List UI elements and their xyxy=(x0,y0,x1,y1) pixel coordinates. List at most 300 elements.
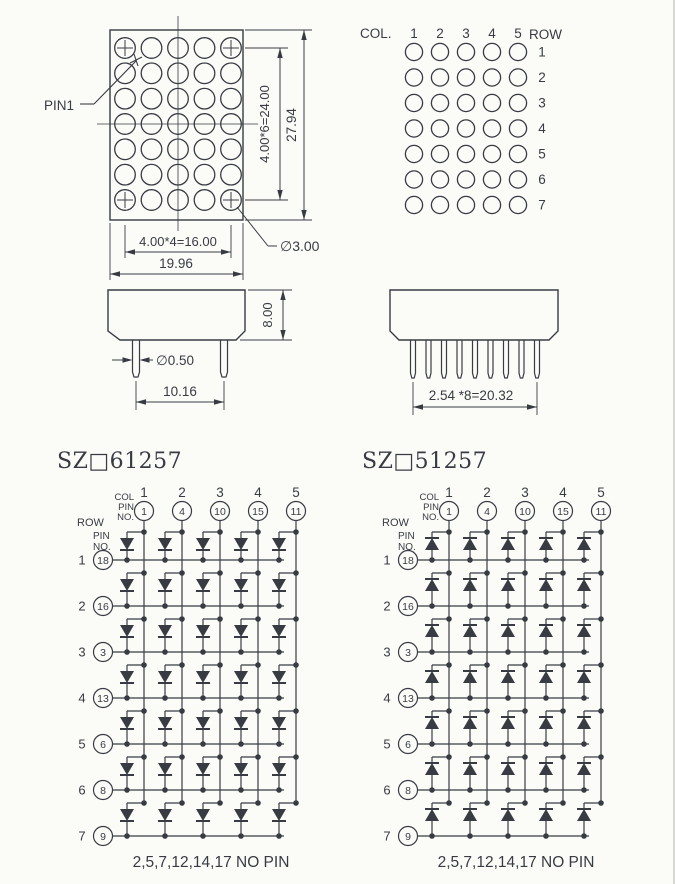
dot-position xyxy=(509,43,526,60)
col-label: COL. xyxy=(360,26,392,41)
dot-position xyxy=(405,145,422,162)
junction-dot xyxy=(522,616,528,622)
junction-dot xyxy=(505,695,511,701)
junction-dot xyxy=(238,833,244,839)
led-dot xyxy=(194,38,215,59)
diode-up xyxy=(463,809,477,821)
junction-dot xyxy=(484,570,490,576)
dot-position xyxy=(509,120,526,137)
col-pin-number: 15 xyxy=(557,506,569,518)
junction-dot xyxy=(293,662,299,668)
junction-dot xyxy=(200,833,206,839)
diode-up xyxy=(539,579,553,591)
junction-dot xyxy=(543,695,549,701)
col-number: 5 xyxy=(597,485,605,500)
led-dot xyxy=(141,88,162,109)
junction-dot xyxy=(179,708,185,714)
diode-up xyxy=(425,671,439,683)
junction-dot xyxy=(484,754,490,760)
junction-dot xyxy=(255,662,261,668)
pin-lead xyxy=(535,340,540,378)
led-dot xyxy=(115,88,136,109)
junction-dot xyxy=(581,649,587,655)
col-number: 3 xyxy=(462,26,470,41)
col-pin-number: 15 xyxy=(252,506,264,518)
junction-dot xyxy=(141,754,147,760)
junction-dot xyxy=(484,616,490,622)
diode-up xyxy=(501,809,515,821)
led-dot xyxy=(141,139,162,160)
dot-position xyxy=(457,94,474,111)
side-view-drawing xyxy=(108,290,292,410)
led-dot xyxy=(141,63,162,84)
dim-horizontal-outer: 19.96 xyxy=(159,256,193,271)
row-number: 6 xyxy=(383,782,391,798)
row-number: 2 xyxy=(78,598,86,614)
dot-position xyxy=(509,69,526,86)
junction-dot xyxy=(522,754,528,760)
junction-dot xyxy=(124,603,130,609)
junction-dot xyxy=(217,570,223,576)
diode-down xyxy=(234,538,248,550)
led-dot xyxy=(115,164,136,185)
col-pin-number: 10 xyxy=(214,506,226,518)
dim-height: 8.00 xyxy=(260,302,275,328)
junction-dot xyxy=(543,741,549,747)
pin-lead xyxy=(442,340,447,378)
row-number: 5 xyxy=(538,146,546,162)
junction-dot xyxy=(238,695,244,701)
dot-position xyxy=(483,69,500,86)
dot-position xyxy=(431,43,448,60)
dot-diameter-leader xyxy=(237,207,268,246)
dot-position xyxy=(509,145,526,162)
dot-position xyxy=(431,120,448,137)
diode-up xyxy=(577,717,591,729)
diode-down xyxy=(120,809,134,821)
junction-dot xyxy=(276,695,282,701)
junction-dot xyxy=(446,529,452,535)
diode-down xyxy=(120,579,134,591)
col-number: 1 xyxy=(445,485,453,500)
pin-lead xyxy=(488,340,493,378)
junction-dot xyxy=(293,570,299,576)
junction-dot xyxy=(141,800,147,806)
dim-arrow xyxy=(110,271,120,276)
junction-dot xyxy=(124,557,130,563)
junction-dot xyxy=(581,833,587,839)
junction-dot xyxy=(238,649,244,655)
led-dot xyxy=(221,164,242,185)
diode-down xyxy=(158,763,172,775)
dim-arrow xyxy=(280,290,285,300)
row-number: 5 xyxy=(78,736,86,752)
junction-dot xyxy=(598,800,604,806)
col-number: 3 xyxy=(216,485,224,500)
col-pin-number: 11 xyxy=(290,506,302,518)
junction-dot xyxy=(560,800,566,806)
junction-dot xyxy=(179,570,185,576)
col-number: 1 xyxy=(140,485,148,500)
row-pin-header: NO. xyxy=(93,542,111,553)
diode-up xyxy=(501,625,515,637)
dim-arrow xyxy=(301,210,306,220)
dim-arrow xyxy=(301,30,306,40)
dot-position xyxy=(405,94,422,111)
row-pin-number: 6 xyxy=(405,739,411,751)
junction-dot xyxy=(276,603,282,609)
junction-dot xyxy=(429,557,435,563)
dot-diameter-label: ∅3.00 xyxy=(280,238,320,254)
row-pin-number: 9 xyxy=(100,831,106,843)
diode-down xyxy=(158,671,172,683)
dot-position xyxy=(509,94,526,111)
junction-dot xyxy=(543,649,549,655)
junction-dot xyxy=(255,529,261,535)
col-pin-header: PIN xyxy=(423,502,439,513)
row-pin-header: NO. xyxy=(398,542,416,553)
junction-dot xyxy=(276,741,282,747)
dot-position xyxy=(405,171,422,188)
row-pin-number: 13 xyxy=(402,693,414,705)
col-number: 2 xyxy=(483,485,491,500)
junction-dot xyxy=(446,800,452,806)
dot-position xyxy=(483,145,500,162)
diode-down xyxy=(158,809,172,821)
dim-arrow xyxy=(221,249,231,254)
dot-position xyxy=(483,171,500,188)
pin-lead xyxy=(221,340,228,377)
junction-dot xyxy=(484,708,490,714)
diode-down xyxy=(158,538,172,550)
col-pin-header: NO. xyxy=(117,512,134,523)
package-back-outline xyxy=(390,290,558,340)
diode-down xyxy=(272,579,286,591)
led-dot xyxy=(221,139,242,160)
dim-vertical-inner: 4.00*6=24.00 xyxy=(257,85,272,163)
diode-up xyxy=(577,763,591,775)
col-number: 4 xyxy=(559,485,567,500)
junction-dot xyxy=(505,741,511,747)
junction-dot xyxy=(276,833,282,839)
dim-arrow xyxy=(125,249,135,254)
col-number: 5 xyxy=(514,26,522,41)
dim-arrow xyxy=(136,399,146,404)
junction-dot xyxy=(293,708,299,714)
pin-lead xyxy=(519,340,524,378)
junction-dot xyxy=(255,754,261,760)
diode-up xyxy=(425,717,439,729)
junction-dot xyxy=(200,557,206,563)
junction-dot xyxy=(505,603,511,609)
pin-lead xyxy=(426,340,431,378)
pin-lead xyxy=(411,340,416,378)
led-dot xyxy=(194,190,215,211)
junction-dot xyxy=(217,662,223,668)
row-pin-header: ROW xyxy=(77,517,104,529)
junction-dot xyxy=(200,741,206,747)
col-number: 3 xyxy=(521,485,529,500)
dot-position xyxy=(431,171,448,188)
junction-dot xyxy=(560,708,566,714)
diode-down xyxy=(158,625,172,637)
junction-dot xyxy=(522,800,528,806)
junction-dot xyxy=(200,603,206,609)
diode-down xyxy=(234,671,248,683)
diode-up xyxy=(463,671,477,683)
diode-down xyxy=(272,538,286,550)
diode-up xyxy=(577,809,591,821)
junction-dot xyxy=(124,833,130,839)
diode-up xyxy=(501,671,515,683)
dot-position xyxy=(405,69,422,86)
dot-position xyxy=(431,94,448,111)
junction-dot xyxy=(255,800,261,806)
dim-arrow xyxy=(214,399,224,404)
col-number: 5 xyxy=(292,485,300,500)
row-number: 3 xyxy=(383,644,391,660)
diode-up xyxy=(425,538,439,550)
row-number: 1 xyxy=(538,44,546,60)
junction-dot xyxy=(255,708,261,714)
junction-dot xyxy=(217,800,223,806)
junction-dot xyxy=(429,787,435,793)
led-dot xyxy=(141,190,162,211)
row-number: 7 xyxy=(383,828,391,844)
pin-position-map xyxy=(360,26,562,214)
diode-up xyxy=(539,717,553,729)
junction-dot xyxy=(543,833,549,839)
led-dot xyxy=(194,88,215,109)
row-pin-number: 3 xyxy=(405,647,411,659)
junction-dot xyxy=(179,616,185,622)
dim-arrow xyxy=(233,271,243,276)
junction-dot xyxy=(560,754,566,760)
diode-up xyxy=(425,625,439,637)
dot-position xyxy=(483,43,500,60)
row-pin-number: 16 xyxy=(402,601,414,613)
diode-down xyxy=(196,763,210,775)
row-pin-number: 13 xyxy=(97,693,109,705)
junction-dot xyxy=(238,603,244,609)
dim-pin-diameter: ∅0.50 xyxy=(156,353,195,368)
row-pin-header: PIN xyxy=(93,531,110,542)
row-pin-number: 18 xyxy=(402,555,414,567)
diode-down xyxy=(120,671,134,683)
diode-down xyxy=(234,763,248,775)
junction-dot xyxy=(162,695,168,701)
junction-dot xyxy=(598,708,604,714)
dim-arrow xyxy=(277,48,282,58)
diode-down xyxy=(272,671,286,683)
junction-dot xyxy=(505,787,511,793)
junction-dot xyxy=(179,754,185,760)
diode-up xyxy=(425,809,439,821)
junction-dot xyxy=(124,787,130,793)
col-pin-number: 4 xyxy=(484,506,490,518)
junction-dot xyxy=(293,800,299,806)
row-number: 3 xyxy=(538,95,546,111)
junction-dot xyxy=(238,557,244,563)
junction-dot xyxy=(179,662,185,668)
dot-position xyxy=(431,145,448,162)
col-pin-header: COL xyxy=(419,492,439,503)
dot-position xyxy=(457,120,474,137)
junction-dot xyxy=(217,529,223,535)
junction-dot xyxy=(124,741,130,747)
junction-dot xyxy=(217,754,223,760)
junction-dot xyxy=(522,662,528,668)
diode-up xyxy=(539,809,553,821)
junction-dot xyxy=(293,529,299,535)
junction-dot xyxy=(522,570,528,576)
junction-dot xyxy=(446,616,452,622)
junction-dot xyxy=(162,557,168,563)
diode-down xyxy=(158,579,172,591)
dot-position xyxy=(509,196,526,213)
col-pin-header: NO. xyxy=(422,512,439,523)
dot-position xyxy=(457,69,474,86)
junction-dot xyxy=(543,603,549,609)
junction-dot xyxy=(505,557,511,563)
row-label: ROW xyxy=(529,27,562,42)
junction-dot xyxy=(467,557,473,563)
no-pin-note: 2,5,7,12,14,17 NO PIN xyxy=(132,854,290,871)
junction-dot xyxy=(200,649,206,655)
junction-dot xyxy=(598,662,604,668)
dim-arrow xyxy=(413,404,423,409)
col-pin-number: 11 xyxy=(595,506,607,518)
dot-position xyxy=(431,196,448,213)
junction-dot xyxy=(429,833,435,839)
junction-dot xyxy=(141,529,147,535)
diode-up xyxy=(463,717,477,729)
dot-position xyxy=(405,120,422,137)
dot-position xyxy=(457,145,474,162)
dot-position xyxy=(483,120,500,137)
junction-dot xyxy=(162,603,168,609)
diode-up xyxy=(577,625,591,637)
junction-dot xyxy=(467,695,473,701)
led-dot xyxy=(141,38,162,59)
junction-dot xyxy=(543,787,549,793)
col-pin-number: 1 xyxy=(141,506,147,518)
junction-dot xyxy=(141,570,147,576)
junction-dot xyxy=(581,741,587,747)
dim-pin-spacing: 10.16 xyxy=(163,384,197,399)
diode-up xyxy=(539,538,553,550)
junction-dot xyxy=(217,616,223,622)
junction-dot xyxy=(581,603,587,609)
junction-dot xyxy=(293,754,299,760)
schematic-sz51257 xyxy=(362,449,611,871)
led-dot xyxy=(221,88,242,109)
col-number: 2 xyxy=(178,485,186,500)
junction-dot xyxy=(200,695,206,701)
junction-dot xyxy=(467,741,473,747)
diode-up xyxy=(501,579,515,591)
dim-arrow xyxy=(277,190,282,200)
diode-up xyxy=(463,579,477,591)
dot-position xyxy=(405,196,422,213)
row-pin-number: 8 xyxy=(405,785,411,797)
pin1-cross-marker xyxy=(134,54,138,66)
back-view-drawing xyxy=(390,290,558,415)
diode-down xyxy=(196,538,210,550)
diode-down xyxy=(272,717,286,729)
dim-vertical-outer: 27.94 xyxy=(284,108,299,142)
junction-dot xyxy=(505,833,511,839)
junction-dot xyxy=(429,695,435,701)
col-number: 4 xyxy=(254,485,262,500)
junction-dot xyxy=(293,616,299,622)
dim-arrow xyxy=(123,357,133,362)
dim-arrow xyxy=(527,404,537,409)
diode-up xyxy=(463,538,477,550)
diode-down xyxy=(272,809,286,821)
row-number: 5 xyxy=(383,736,391,752)
junction-dot xyxy=(598,754,604,760)
diode-up xyxy=(501,763,515,775)
junction-dot xyxy=(484,529,490,535)
schematic-sz61257 xyxy=(57,449,306,871)
junction-dot xyxy=(505,649,511,655)
diode-down xyxy=(196,671,210,683)
junction-dot xyxy=(200,787,206,793)
junction-dot xyxy=(124,695,130,701)
dim-pin-pitch: 2.54 *8=20.32 xyxy=(428,388,514,403)
junction-dot xyxy=(522,529,528,535)
junction-dot xyxy=(522,708,528,714)
junction-dot xyxy=(484,662,490,668)
junction-dot xyxy=(560,570,566,576)
row-number: 1 xyxy=(78,552,86,568)
row-number: 1 xyxy=(383,552,391,568)
diode-down xyxy=(196,717,210,729)
junction-dot xyxy=(543,557,549,563)
diode-down xyxy=(272,625,286,637)
junction-dot xyxy=(217,708,223,714)
junction-dot xyxy=(560,662,566,668)
diode-down xyxy=(158,717,172,729)
junction-dot xyxy=(598,570,604,576)
junction-dot xyxy=(238,741,244,747)
front-view-drawing xyxy=(44,16,320,280)
junction-dot xyxy=(598,616,604,622)
row-pin-number: 6 xyxy=(100,739,106,751)
diode-up xyxy=(577,579,591,591)
junction-dot xyxy=(141,662,147,668)
junction-dot xyxy=(162,833,168,839)
junction-dot xyxy=(238,787,244,793)
junction-dot xyxy=(179,529,185,535)
junction-dot xyxy=(255,570,261,576)
diode-down xyxy=(196,579,210,591)
junction-dot xyxy=(467,787,473,793)
led-dot xyxy=(141,164,162,185)
led-dot xyxy=(221,63,242,84)
diode-up xyxy=(539,671,553,683)
junction-dot xyxy=(446,754,452,760)
junction-dot xyxy=(581,787,587,793)
dot-position xyxy=(509,171,526,188)
junction-dot xyxy=(467,649,473,655)
dot-position xyxy=(457,196,474,213)
row-number: 2 xyxy=(538,70,546,85)
junction-dot xyxy=(581,557,587,563)
dot-position xyxy=(483,196,500,213)
junction-dot xyxy=(276,649,282,655)
